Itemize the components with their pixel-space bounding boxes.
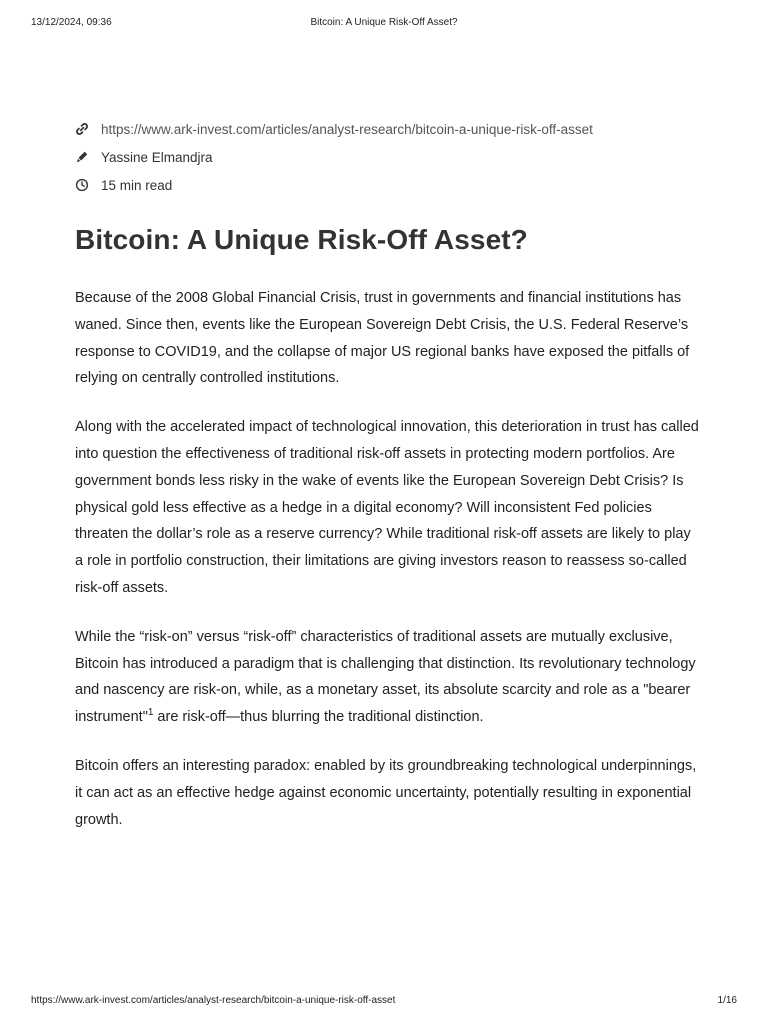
article-read-time: 15 min read (101, 177, 173, 193)
article-title: Bitcoin: A Unique Risk-Off Asset? (75, 224, 528, 255)
print-header (31, 17, 737, 31)
pen-icon (75, 150, 89, 164)
print-page-title: Bitcoin: A Unique Risk-Off Asset? (310, 17, 458, 28)
meta-url-row (75, 115, 695, 143)
article-author: Yassine Elmandjra (101, 149, 213, 165)
page-number: 1/16 (717, 995, 737, 1006)
article-paragraph: Bitcoin offers an interesting paradox: enabled by its groundbreaking technological underpinnings, it can act as an effective hedge against economic uncertainty, potentially resulting in exponential growth. (75, 757, 697, 828)
article-paragraph: Because of the 2008 Global Financial Crisis, trust in governments and financial institutions has waned. Since then, events like the European Sovereign Debt Crisis, the U.S. Federal Reserve’s response to COVID19, and the collapse of major US regional banks have exposed the pitfalls of relying on centrally controlled institutions. (75, 290, 690, 387)
meta-author-row (75, 143, 695, 171)
article-paragraph (75, 624, 699, 731)
print-datetime: 13/12/2024, 09:36 (31, 17, 112, 28)
article-body (75, 285, 699, 855)
clock-icon (75, 178, 89, 192)
paragraph-text-before-footnote: While the “risk-on” versus “risk-off” characteristics of traditional assets are mutually exclusive, Bitcoin has introduced a paradigm that is challenging that distinction. Its revolutionary technology and nascency are risk-on, while, as a monetary asset, its absolute scarcity and role as a "bearer instrument" (75, 628, 696, 726)
print-footer-url: https://www.ark-invest.com/articles/analyst-research/bitcoin-a-unique-risk-off-asset (31, 995, 396, 1006)
article-paragraph: Along with the accelerated impact of technological innovation, this deterioration in trust has called into question the effectiveness of traditional risk-off assets in protecting modern portfolios. Are government bonds less risky in the wake of events like the European Sovereign Debt Crisis? Is physical gold less effective as a hedge in a digital economy? Will inconsistent Fed policies threaten the dollar’s role as a reserve currency? While traditional risk-off assets are likely to play a role in portfolio construction, their limitations are giving investors reason to reassess so-called risk-off assets. (75, 419, 699, 596)
article-meta (75, 115, 695, 199)
meta-readtime-row (75, 171, 695, 199)
link-icon (75, 122, 89, 136)
footnote-reference[interactable]: 1 (147, 707, 154, 719)
article-url-link[interactable]: https://www.ark-invest.com/articles/analyst-research/bitcoin-a-unique-risk-off-asset (101, 121, 593, 137)
paragraph-text-after-footnote: are risk-off—thus blurring the traditional distinction. (153, 709, 484, 726)
print-footer (31, 995, 737, 1009)
